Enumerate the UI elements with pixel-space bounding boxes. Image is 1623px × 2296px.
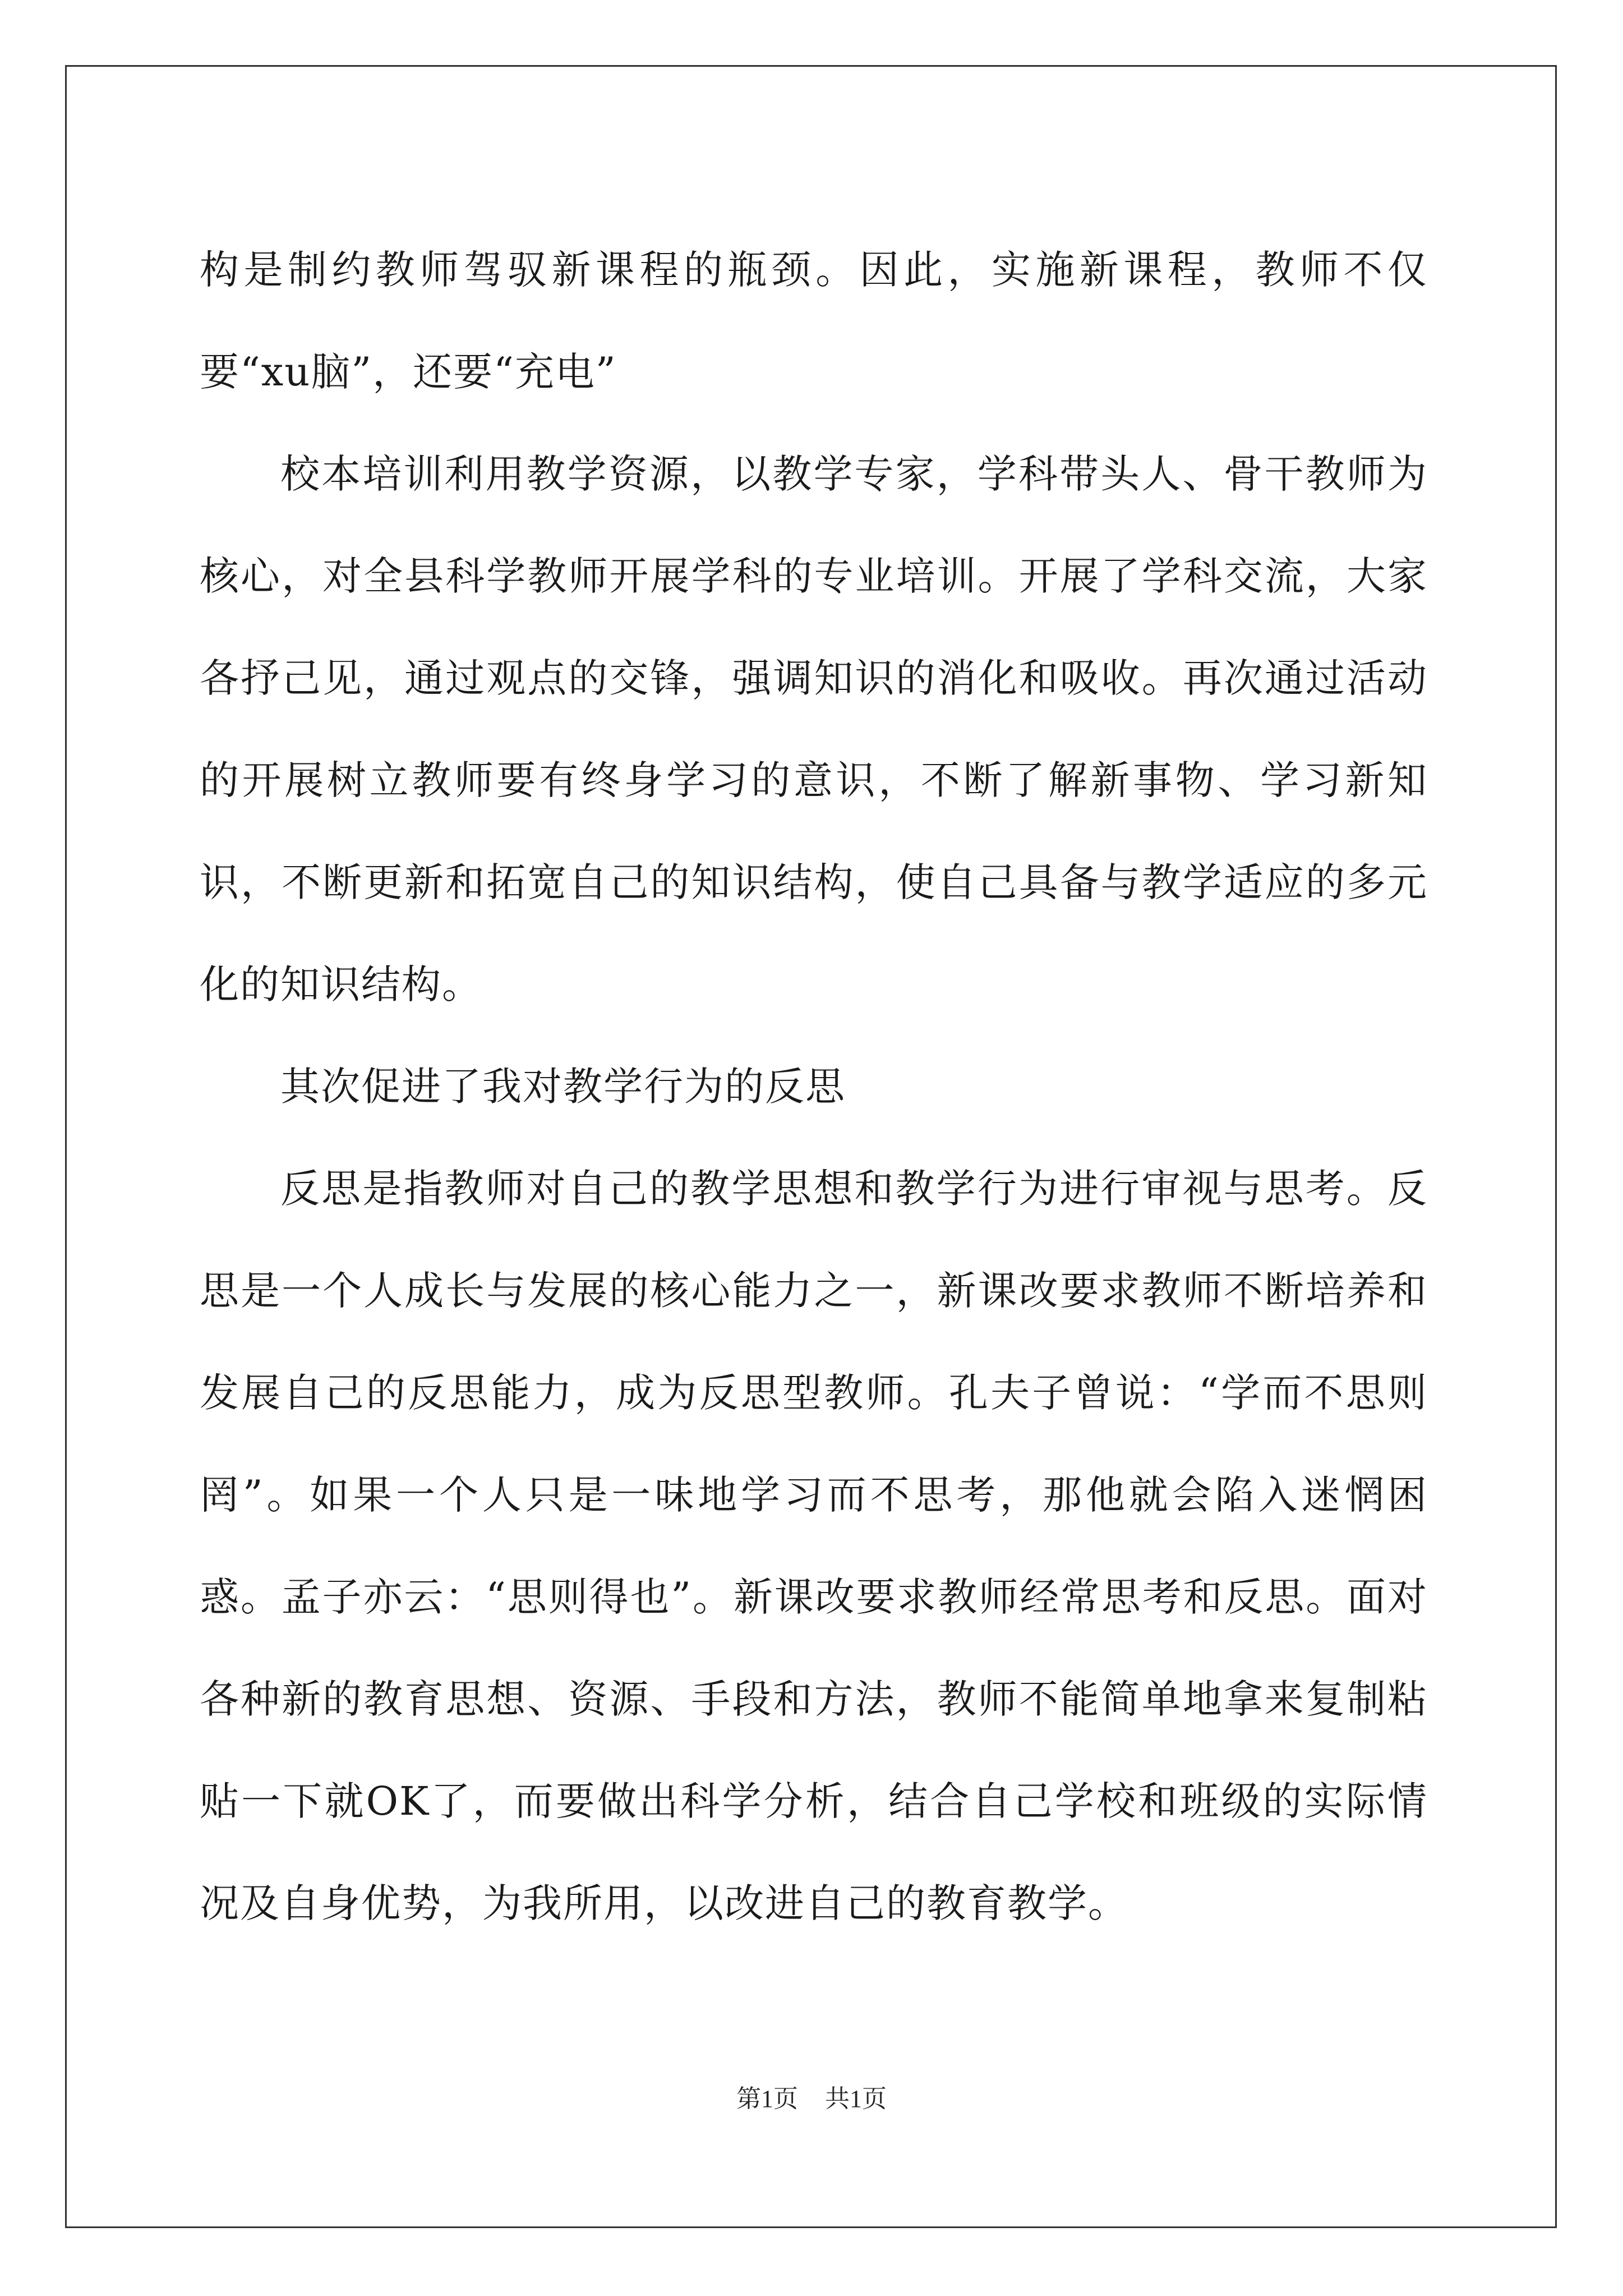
- page-total: 共1页: [825, 2085, 887, 2113]
- paragraph-school-training: 校本培训利用教学资源，以教学专家，学科带头人、骨干教师为核心，对全县科学教师开展学科的专业培训。开展了学科交流，大家各抒己见，通过观点的交锋，强调知识的消化和吸收。再次通过活动的开展树立教师要有终身学习的意识，不断了解新事物、学习新知识，不断更新和拓宽自己的知识结构，使自己具备与教学适应的多元化的知识结构。: [200, 451, 1428, 1007]
- paragraph-continuation: 构是制约教师驾驭新课程的瓶颈。因此，实施新课程，教师不仅要“xu脑”，还要“充电”: [200, 247, 1428, 395]
- document-body: [200, 219, 1428, 1954]
- section-heading-reflection: 其次促进了我对教学行为的反思: [280, 1064, 846, 1110]
- paragraph-reflection: 反思是指教师对自己的教学思想和教学行为进行审视与思考。反思是一个人成长与发展的核心能力之一，新课改要求教师不断培养和发展自己的反思能力，成为反思型教师。孔夫子曾说：“学而不思则罔”。如果一个人只是一味地学习而不思考，那他就会陷入迷惘困惑。孟子亦云：“思则得也”。新课改要求教师经常思考和反思。面对各种新的教育思想、资源、手段和方法，教师不能简单地拿来复制粘贴一下就OK了，而要做出科学分析，结合自己学校和班级的实际情况及自身优势，为我所用，以改进自己的教育教学。: [200, 1166, 1428, 1926]
- page-footer: [0, 2082, 1623, 2116]
- page-number: 第1页: [736, 2085, 798, 2113]
